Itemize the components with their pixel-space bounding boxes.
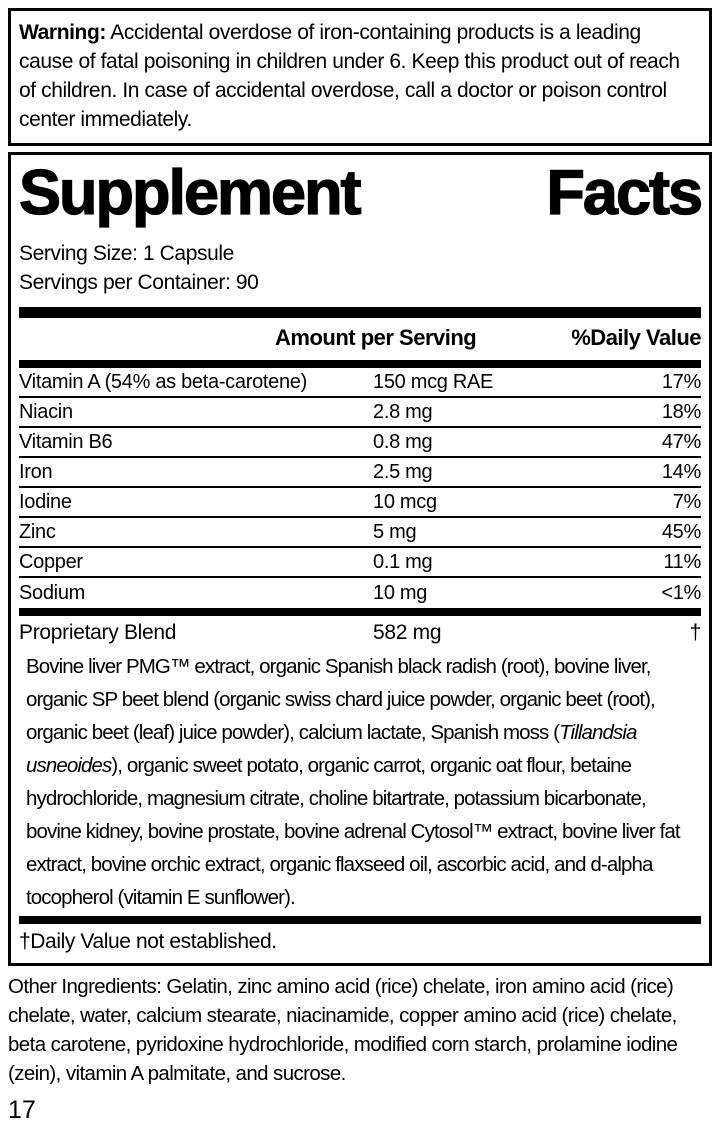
nutrient-amount: 0.1 mg bbox=[373, 550, 433, 573]
nutrient-daily-value: 7% bbox=[672, 490, 701, 513]
nutrient-name: Iron bbox=[19, 460, 53, 483]
table-header-row bbox=[19, 318, 701, 360]
blend-name: Proprietary Blend bbox=[19, 621, 177, 644]
blend-description-part-1: Bovine liver PMG™ extract, organic Spanish black radish (root), bovine liver, organic SP beet blend (organic swiss chard juice powder, organic beet (root), organic beet (leaf) juice powder), calcium lactate, Spanish moss ( bbox=[26, 655, 655, 744]
table-row-niacin bbox=[19, 398, 701, 428]
divider-below-table bbox=[19, 608, 701, 616]
other-ingredients: Other Ingredients: Gelatin, zinc amino acid (rice) chelate, iron amino acid (rice) chelate, water, calcium stearate, niacinamide, copper amino acid (rice) chelate, beta carotene, pyridoxine hydrochloride, modified corn starch, prolamine iodine (zein), vitamin A palmitate, and sucrose. bbox=[8, 975, 678, 1085]
nutrient-daily-value: 45% bbox=[661, 520, 701, 543]
nutrient-table bbox=[19, 368, 701, 608]
table-row-zinc bbox=[19, 518, 701, 548]
serving-size: Serving Size: 1 Capsule bbox=[19, 242, 234, 265]
nutrient-name: Niacin bbox=[19, 400, 73, 423]
warning-body: Accidental overdose of iron-containing products is a leading cause of fatal poisoning in children under 6. Keep this product out of reach of children. In case of accidental overdose, call a doctor or poison control center immediately. bbox=[19, 21, 680, 131]
nutrient-amount: 5 mg bbox=[373, 520, 417, 543]
nutrient-name: Iodine bbox=[19, 490, 72, 513]
blend-description-latin-name: Tillandsia usneoides bbox=[26, 721, 637, 777]
table-row-sodium bbox=[19, 578, 701, 608]
table-row-vitamin-b6 bbox=[19, 428, 701, 458]
nutrient-name: Copper bbox=[19, 550, 83, 573]
nutrient-daily-value: 17% bbox=[661, 370, 701, 393]
table-row-iodine bbox=[19, 488, 701, 518]
table-row-proprietary-blend bbox=[19, 616, 701, 650]
daily-value-footnote: †Daily Value not established. bbox=[19, 930, 277, 953]
warning-label: Warning: bbox=[19, 21, 107, 44]
divider-thick-top bbox=[19, 307, 701, 318]
nutrient-amount: 10 mcg bbox=[373, 490, 437, 513]
table-row-iron bbox=[19, 458, 701, 488]
panel-title-word-1: Supplement bbox=[19, 158, 360, 228]
nutrient-daily-value: 14% bbox=[661, 460, 701, 483]
warning-box bbox=[8, 8, 712, 146]
header-daily-value: %Daily Value bbox=[571, 325, 701, 350]
nutrient-amount: 0.8 mg bbox=[373, 430, 433, 453]
divider-below-header bbox=[19, 360, 701, 368]
servings-per-container: Servings per Container: 90 bbox=[19, 271, 259, 294]
blend-amount: 582 mg bbox=[373, 621, 442, 644]
table-row-vitamin-a bbox=[19, 368, 701, 398]
blend-description bbox=[26, 650, 701, 914]
page-number: 17 bbox=[8, 1096, 36, 1124]
nutrient-name: Zinc bbox=[19, 520, 56, 543]
nutrient-amount: 150 mcg RAE bbox=[373, 370, 494, 393]
nutrient-daily-value: 11% bbox=[663, 550, 701, 573]
supplement-facts-panel bbox=[8, 152, 712, 966]
panel-title bbox=[19, 158, 701, 228]
panel-title-word-2: Facts bbox=[546, 158, 701, 228]
nutrient-name: Vitamin B6 bbox=[19, 430, 113, 453]
blend-daily-value-dagger: † bbox=[689, 621, 701, 644]
table-row-copper bbox=[19, 548, 701, 578]
header-amount-per-serving: Amount per Serving bbox=[275, 325, 477, 350]
warning-text bbox=[19, 18, 699, 134]
nutrient-daily-value: 18% bbox=[661, 400, 701, 423]
nutrient-amount: 10 mg bbox=[373, 581, 428, 604]
nutrient-amount: 2.5 mg bbox=[373, 460, 433, 483]
nutrient-name: Vitamin A (54% as beta-carotene) bbox=[19, 370, 307, 393]
nutrient-daily-value: 47% bbox=[661, 430, 701, 453]
blend-description-part-2: ), organic sweet potato, organic carrot, organic oat flour, betaine hydrochloride, magnesium citrate, choline bitartrate, potassium bicarbonate, bovine kidney, bovine prostate, bovine adrenal Cytosol™ extract, bovine liver fat extract, bovine orchic extract, organic flaxseed oil, ascorbic acid, and d-alpha tocopherol (vitamin E sunflower). bbox=[26, 754, 680, 909]
divider-above-footnote bbox=[19, 916, 701, 924]
nutrient-amount: 2.8 mg bbox=[373, 400, 433, 423]
nutrient-daily-value: <1% bbox=[661, 581, 701, 604]
nutrient-name: Sodium bbox=[19, 581, 86, 604]
